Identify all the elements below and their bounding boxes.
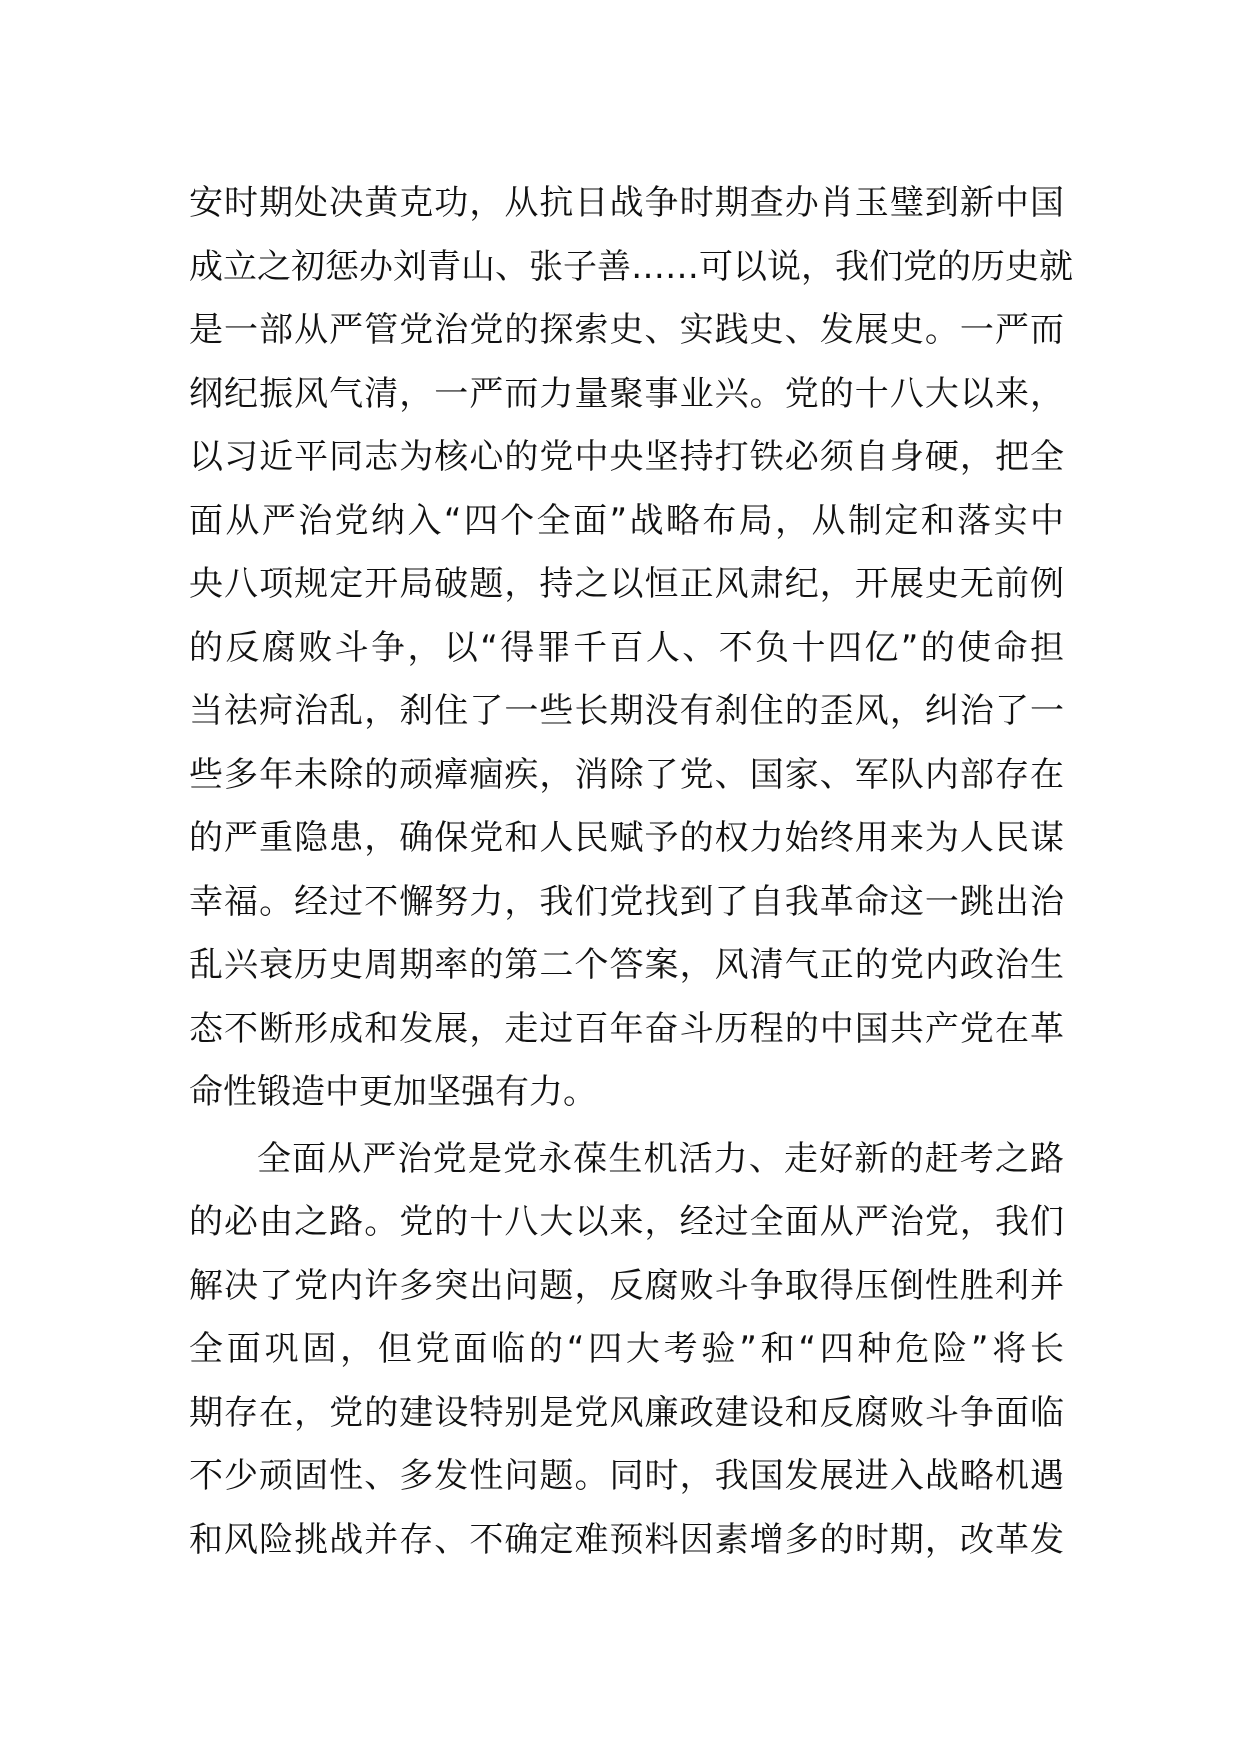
text-line: 纲纪振风气清，一严而力量聚事业兴。党的十八大以来， — [189, 373, 1064, 414]
text-line: 全面巩固，但党面临的“四大考验”和“四种危险”将长 — [189, 1329, 1064, 1369]
text-line: 解决了党内许多突出问题，反腐败斗争取得压倒性胜利并 — [189, 1265, 1064, 1306]
text-line: 安时期处决黄克功，从抗日战争时期查办肖玉璧到新中国 — [189, 183, 1064, 223]
text-line: 命性锻造中更加坚强有力。 — [189, 1072, 597, 1112]
text-line: 央八项规定开局破题，持之以恒正风肃纪，开展史无前例 — [189, 564, 1064, 604]
text-line: 是一部从严管党治党的探索史、实践史、发展史。一严而 — [189, 310, 1064, 350]
text-line: 的严重隐患，确保党和人民赋予的权力始终用来为人民谋 — [189, 818, 1064, 858]
text-line: 面从严治党纳入“四个全面”战略布局，从制定和落实中 — [189, 500, 1064, 541]
text-line: 和风险挑战并存、不确定难预料因素增多的时期，改革发 — [189, 1519, 1064, 1560]
text-line: 不少顽固性、多发性问题。同时，我国发展进入战略机遇 — [189, 1456, 1064, 1496]
text-line: 乱兴衰历史周期率的第二个答案，风清气正的党内政治生 — [189, 945, 1064, 985]
text-line: 态不断形成和发展，走过百年奋斗历程的中国共产党在革 — [189, 1008, 1064, 1049]
text-line: 些多年未除的顽瘴痼疾，消除了党、国家、军队内部存在 — [189, 754, 1064, 795]
text-line: 以习近平同志为核心的党中央坚持打铁必须自身硬，把全 — [189, 437, 1064, 477]
text-line: 期存在，党的建设特别是党风廉政建设和反腐败斗争面临 — [189, 1392, 1064, 1433]
text-line: 的反腐败斗争，以“得罪千百人、不负十四亿”的使命担 — [189, 627, 1064, 668]
text-line: 的必由之路。党的十八大以来，经过全面从严治党，我们 — [189, 1202, 1064, 1242]
document-body — [189, 172, 1073, 1572]
paragraph-2 — [189, 1128, 1064, 1573]
paragraph-1 — [189, 172, 1073, 1125]
text-line: 幸福。经过不懈努力，我们党找到了自我革命这一跳出治 — [189, 881, 1064, 922]
text-line: 全面从严治党是党永葆生机活力、走好新的赶考之路 — [257, 1138, 1064, 1179]
text-line: 成立之初惩办刘青山、张子善……可以说，我们党的历史就 — [189, 246, 1073, 287]
text-line: 当祛疴治乱，刹住了一些长期没有刹住的歪风，纠治了一 — [189, 691, 1064, 731]
